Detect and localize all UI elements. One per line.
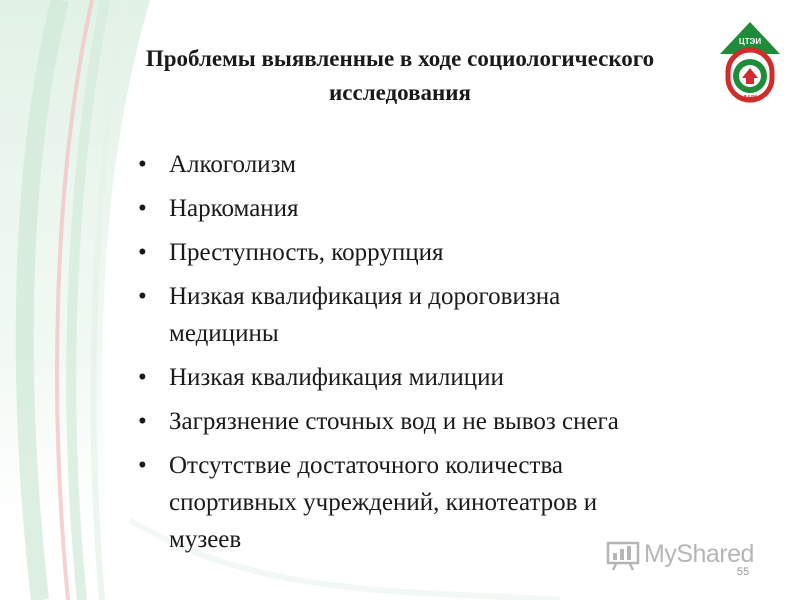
- page-number: 55: [736, 566, 750, 578]
- bullet-text: • Низкая квалификация и дороговизна: [169, 283, 561, 310]
- bullet-text: спортивных учреждений, кинотеатров и: [169, 489, 598, 516]
- title-line: исследования: [329, 80, 471, 105]
- logo-top-text: ЦТЭИ: [738, 37, 762, 46]
- list-item: [138, 403, 758, 440]
- slide-title: [40, 42, 760, 110]
- list-item: [138, 234, 758, 271]
- bullet-text: • Отсутствие достаточного количества: [169, 452, 564, 479]
- watermark-text: MyShared: [644, 539, 754, 568]
- list-item: [138, 359, 758, 396]
- bullet-list: [138, 146, 758, 565]
- logo-bottom-text: АНК: [742, 95, 758, 102]
- bullet-text: • Загрязнение сточных вод и не вывоз снега: [169, 408, 619, 435]
- bullet-text: медицины: [169, 320, 279, 347]
- tatarstan-emblem-icon: [718, 20, 782, 104]
- bullet-text: • Наркомания: [169, 195, 299, 222]
- list-item: [138, 278, 758, 352]
- title-line: Проблемы выявленные в ходе социологического: [145, 46, 655, 71]
- bullet-text: музеев: [169, 526, 242, 553]
- bullet-text: • Алкоголизм: [169, 151, 296, 178]
- myshared-logo-icon: [606, 537, 640, 571]
- list-item: [138, 190, 758, 227]
- bullet-text: • Низкая квалификация милиции: [169, 364, 504, 391]
- list-item: [138, 146, 758, 183]
- bullet-text: • Преступность, коррупция: [169, 239, 444, 266]
